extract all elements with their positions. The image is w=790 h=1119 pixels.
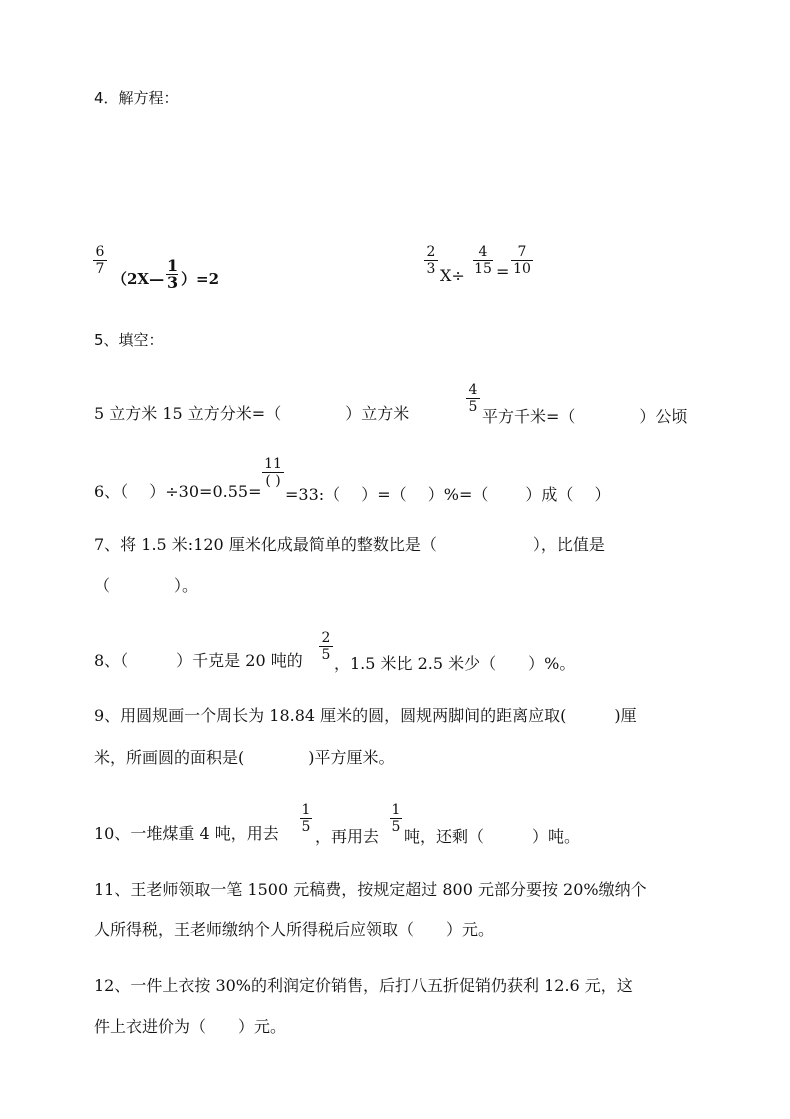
q6-frac-den: ( ) [265, 473, 281, 489]
q4-eq2-b-den: 15 [474, 261, 492, 277]
q4-eq2-b-num: 4 [473, 244, 493, 261]
q5-part2: 平方千米=（ ）公顷 [482, 407, 688, 426]
q4-eq1-inner-fraction [166, 258, 178, 291]
q7-line1: 7、将 1.5 米:120 厘米化成最简单的整数比是（ ），比值是 [94, 535, 605, 554]
q7-line2: （ ）。 [94, 576, 199, 595]
q6-frac-num: 11 [262, 456, 284, 473]
q4-eq2-a-den: 3 [426, 261, 436, 277]
q10-part2: ，再用去 [315, 827, 380, 846]
q4-eq2-c-den: 10 [513, 261, 531, 277]
q10-fraction-1 [300, 802, 312, 835]
q4-eq2-x-div: X÷ [440, 266, 465, 285]
q6-part1: 6、（ ）÷30=0.55= [94, 482, 262, 501]
q10-fraction-2 [390, 802, 402, 835]
q4-eq1-close: ）=2 [181, 270, 220, 288]
q5-title: 5、填空： [94, 331, 164, 349]
q4-title: 4．解方程： [94, 89, 179, 107]
q5-frac-den: 5 [468, 399, 478, 415]
q4-eq2-frac-b [473, 244, 493, 277]
q4-eq1-open: （2X— [112, 270, 165, 288]
q4-eq1-inner-num: 1 [167, 256, 179, 275]
q8-part1: 8、（ ）千克是 20 吨的 [94, 651, 303, 670]
q10-frac2-den: 5 [391, 819, 401, 835]
q4-eq2-equals: = [496, 262, 510, 281]
q10-part3: 吨，还剩（ ）吨。 [404, 827, 581, 846]
q5-fraction [466, 382, 480, 415]
q12-line2: 件上衣进价为（ ）元。 [94, 1017, 287, 1036]
q8-part2: ，1.5 米比 2.5 米少（ ）%。 [334, 654, 576, 673]
q4-eq1-num: 6 [93, 244, 107, 261]
q4-eq1-inner-den: 3 [167, 273, 179, 292]
q10-frac1-den: 5 [301, 819, 311, 835]
q8-fraction [319, 630, 333, 663]
q5-frac-num: 4 [466, 382, 480, 399]
q10-frac1-num: 1 [301, 802, 311, 818]
q11-line1: 11、王老师领取一笔 1500 元稿费，按规定超过 800 元部分要按 20%缴纳个 [94, 880, 647, 899]
q11-line2: 人所得税，王老师缴纳个人所得税后应领取（ ）元。 [94, 920, 495, 939]
q10-part1: 10、一堆煤重 4 吨，用去 [94, 824, 279, 843]
q4-eq2-a-num: 2 [424, 244, 438, 261]
q4-eq1-den: 7 [95, 261, 105, 277]
q6-fraction [262, 456, 284, 489]
q8-frac-den: 5 [321, 647, 331, 663]
q8-frac-num: 2 [319, 630, 333, 647]
q4-eq1-fraction [93, 244, 107, 277]
q5-part1: 5 立方米 15 立方分米=（ ）立方米 [94, 404, 410, 423]
q9-line2: 米，所画圆的面积是( )平方厘米。 [94, 748, 395, 767]
q5-line [94, 404, 409, 424]
q4-eq2-c-num: 7 [511, 244, 533, 261]
q9-line1: 9、用圆规画一个周长为 18.84 厘米的圆，圆规两脚间的距离应取( )厘 [94, 706, 637, 725]
q4-eq2-frac-a [424, 244, 438, 277]
q12-line1: 12、一件上衣按 30%的利润定价销售，后打八五折促销仍获利 12.6 元，这 [94, 976, 633, 995]
q4-eq2-frac-c [511, 244, 533, 277]
q6-part2: =33:（ ）=（ ）%=（ ）成（ ） [285, 485, 611, 504]
q10-frac2-num: 1 [391, 802, 401, 818]
